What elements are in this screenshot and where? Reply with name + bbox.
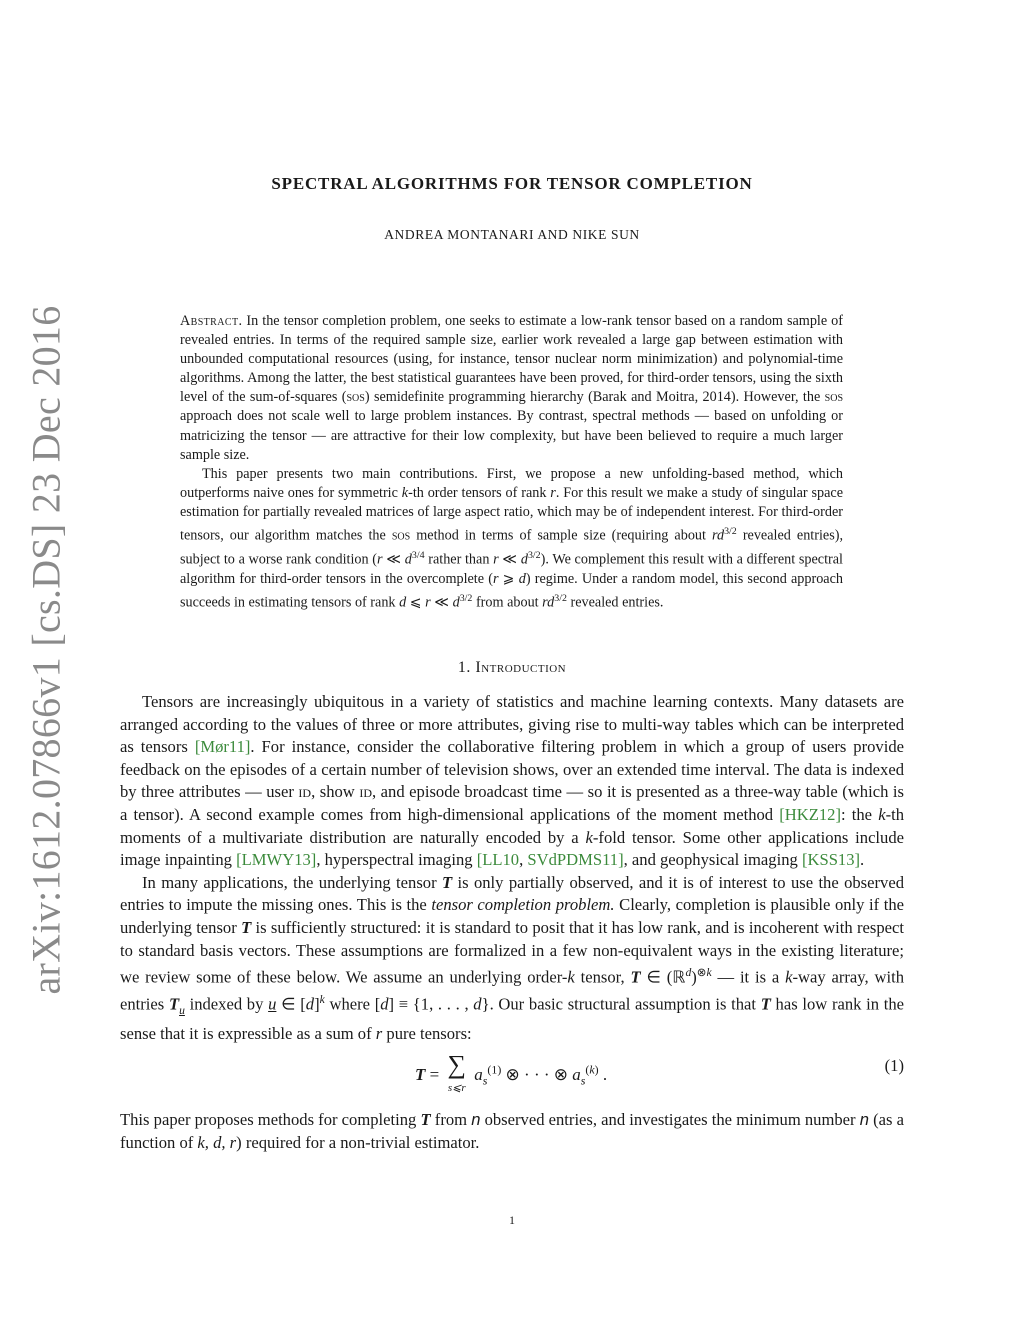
citation-hkz12[interactable]: [HKZ12] xyxy=(779,804,841,824)
abstract-paragraph-1: Abstract. In the tensor completion problem, one seeks to estimate a low-rank tensor based on a random sample of revealed entries. In terms of the required sample size, earlier work revealed a large gap between estimation with unbounded computational resources (using, for instance, tensor nuclear norm minimization) and polynomial-time algorithms. Among the latter, the best statistical guarantees have been proved, for third-order tensors, using the sixth level of the sum-of-squares (sos) semidefinite programming hierarchy (Barak and Moitra, 2014). However, the sos approach does not scale well to large problem instances. By contrast, spectral methods — based on unfolding or matricizing the tensor — are attractive for their low complexity, but have been believed to require a much larger sample size. xyxy=(180,313,844,463)
section-heading-introduction: 1. Introduction xyxy=(457,659,567,676)
abstract-paragraph-2: This paper presents two main contributions. First, we propose a new unfolding-based method, which outperforms naive ones for symmetric k-th order tensors of rank r. For this result we make a study of singular space estimation for partially revealed matrices of large aspect ratio, which may be of independent interest. For third-order tensors, our algorithm matches the sos method in terms of sample size (requiring about $rd^{3/2}$ revealed entries), subject to a worse rank condition (r ≪ $d^{3/4}$ rather than r ≪ $d^{3/2}$). We complement this result with a different spectral algorithm for third-order tensors in the overcomplete (r ⩾ d) regime. Under a random model, this second approach succeeds in estimating tensors of rank d ⩽ r ≪ $d^{3/2}$ from about $rd^{3/2}$ revealed entries. xyxy=(180,465,843,611)
equation-1-body: T = ∑ s⩽r $a_s^{(1)}$ ⊗ · · · ⊗ $a_s^{(k)}$ . xyxy=(415,1050,608,1095)
page-number: 1 xyxy=(509,1213,515,1227)
arxiv-sidebar-stamp xyxy=(23,305,69,995)
intro-paragraph-1: Tensors are increasingly ubiquitous in a variety of statistics and machine learning contexts. Many datasets are arranged according to the values of three or more attributes, giving rise to multi-way tables which can be interpreted as tensors [Mør11]. For instance, consider the collaborative filtering problem in which a group of users provide feedback on the episodes of a certain number of television shows, over an extended time interval. The data is indexed by three attributes — user id, show id, and episode broadcast time — so it is presented as a three-way table (which is a tensor). A second example comes from high-dimensional applications of the moment method [HKZ12]: the k-th moments of a multivariate distribution are naturally encoded by a k-fold tensor. Some other applications include image inpainting [LMWY13], hyperspectral imaging [LL10, SVdPDMS11], and geophysical imaging [KSS13]. xyxy=(120,692,905,870)
intro-paragraph-3: This paper proposes methods for completing T from n observed entries, and investigates the minimum number n (as a function of k, d, r) required for a non-trivial estimator. xyxy=(120,1110,904,1152)
introduction-body xyxy=(120,691,904,1154)
paper-title: SPECTRAL ALGORITHMS FOR TENSOR COMPLETION xyxy=(271,174,753,193)
arxiv-identifier: arXiv:1612.07866v1 [cs.DS] 23 Dec 2016 xyxy=(23,305,69,995)
citation-svdpdms11[interactable]: SVdPDMS11] xyxy=(527,850,624,870)
equation-1 xyxy=(120,1047,904,1105)
abstract xyxy=(180,312,843,613)
citation-lmwy13[interactable]: [LMWY13] xyxy=(236,850,317,870)
citation-ll10[interactable]: [LL10 xyxy=(476,850,520,870)
abstract-label: Abstract. xyxy=(180,313,243,329)
citation-mor11[interactable]: [Mør11] xyxy=(194,737,251,757)
paper-authors: ANDREA MONTANARI AND NIKE SUN xyxy=(384,227,640,242)
equation-number: (1) xyxy=(884,1056,904,1076)
citation-kss13[interactable]: [KSS13] xyxy=(801,850,861,870)
emphasis-tensor-completion: tensor completion problem. xyxy=(431,895,615,915)
intro-paragraph-2: In many applications, the underlying tensor T is only partially observed, and it is of interest to use the observed entries to impute the missing ones. This is the tensor completion problem. Clearly, completion is plausible only if the underlying tensor T is sufficiently structured: it is standard to posit that it has low rank, and is incoherent with respect to standard basis vectors. These assumptions are formalized in a few non-equivalent ways in the existing literature; we review some of these below. We assume an underlying order-k tensor, T ∈ (ℝ$^d$)$^{\otimes k}$ — it is a k-way array, with entries $T_u$ indexed by u ∈ $[d]^k$ where [d] ≡ {1, . . . , d}. Our basic structural assumption is that T has low rank in the sense that it is expressible as a sum of r pure tensors: xyxy=(120,872,904,1043)
